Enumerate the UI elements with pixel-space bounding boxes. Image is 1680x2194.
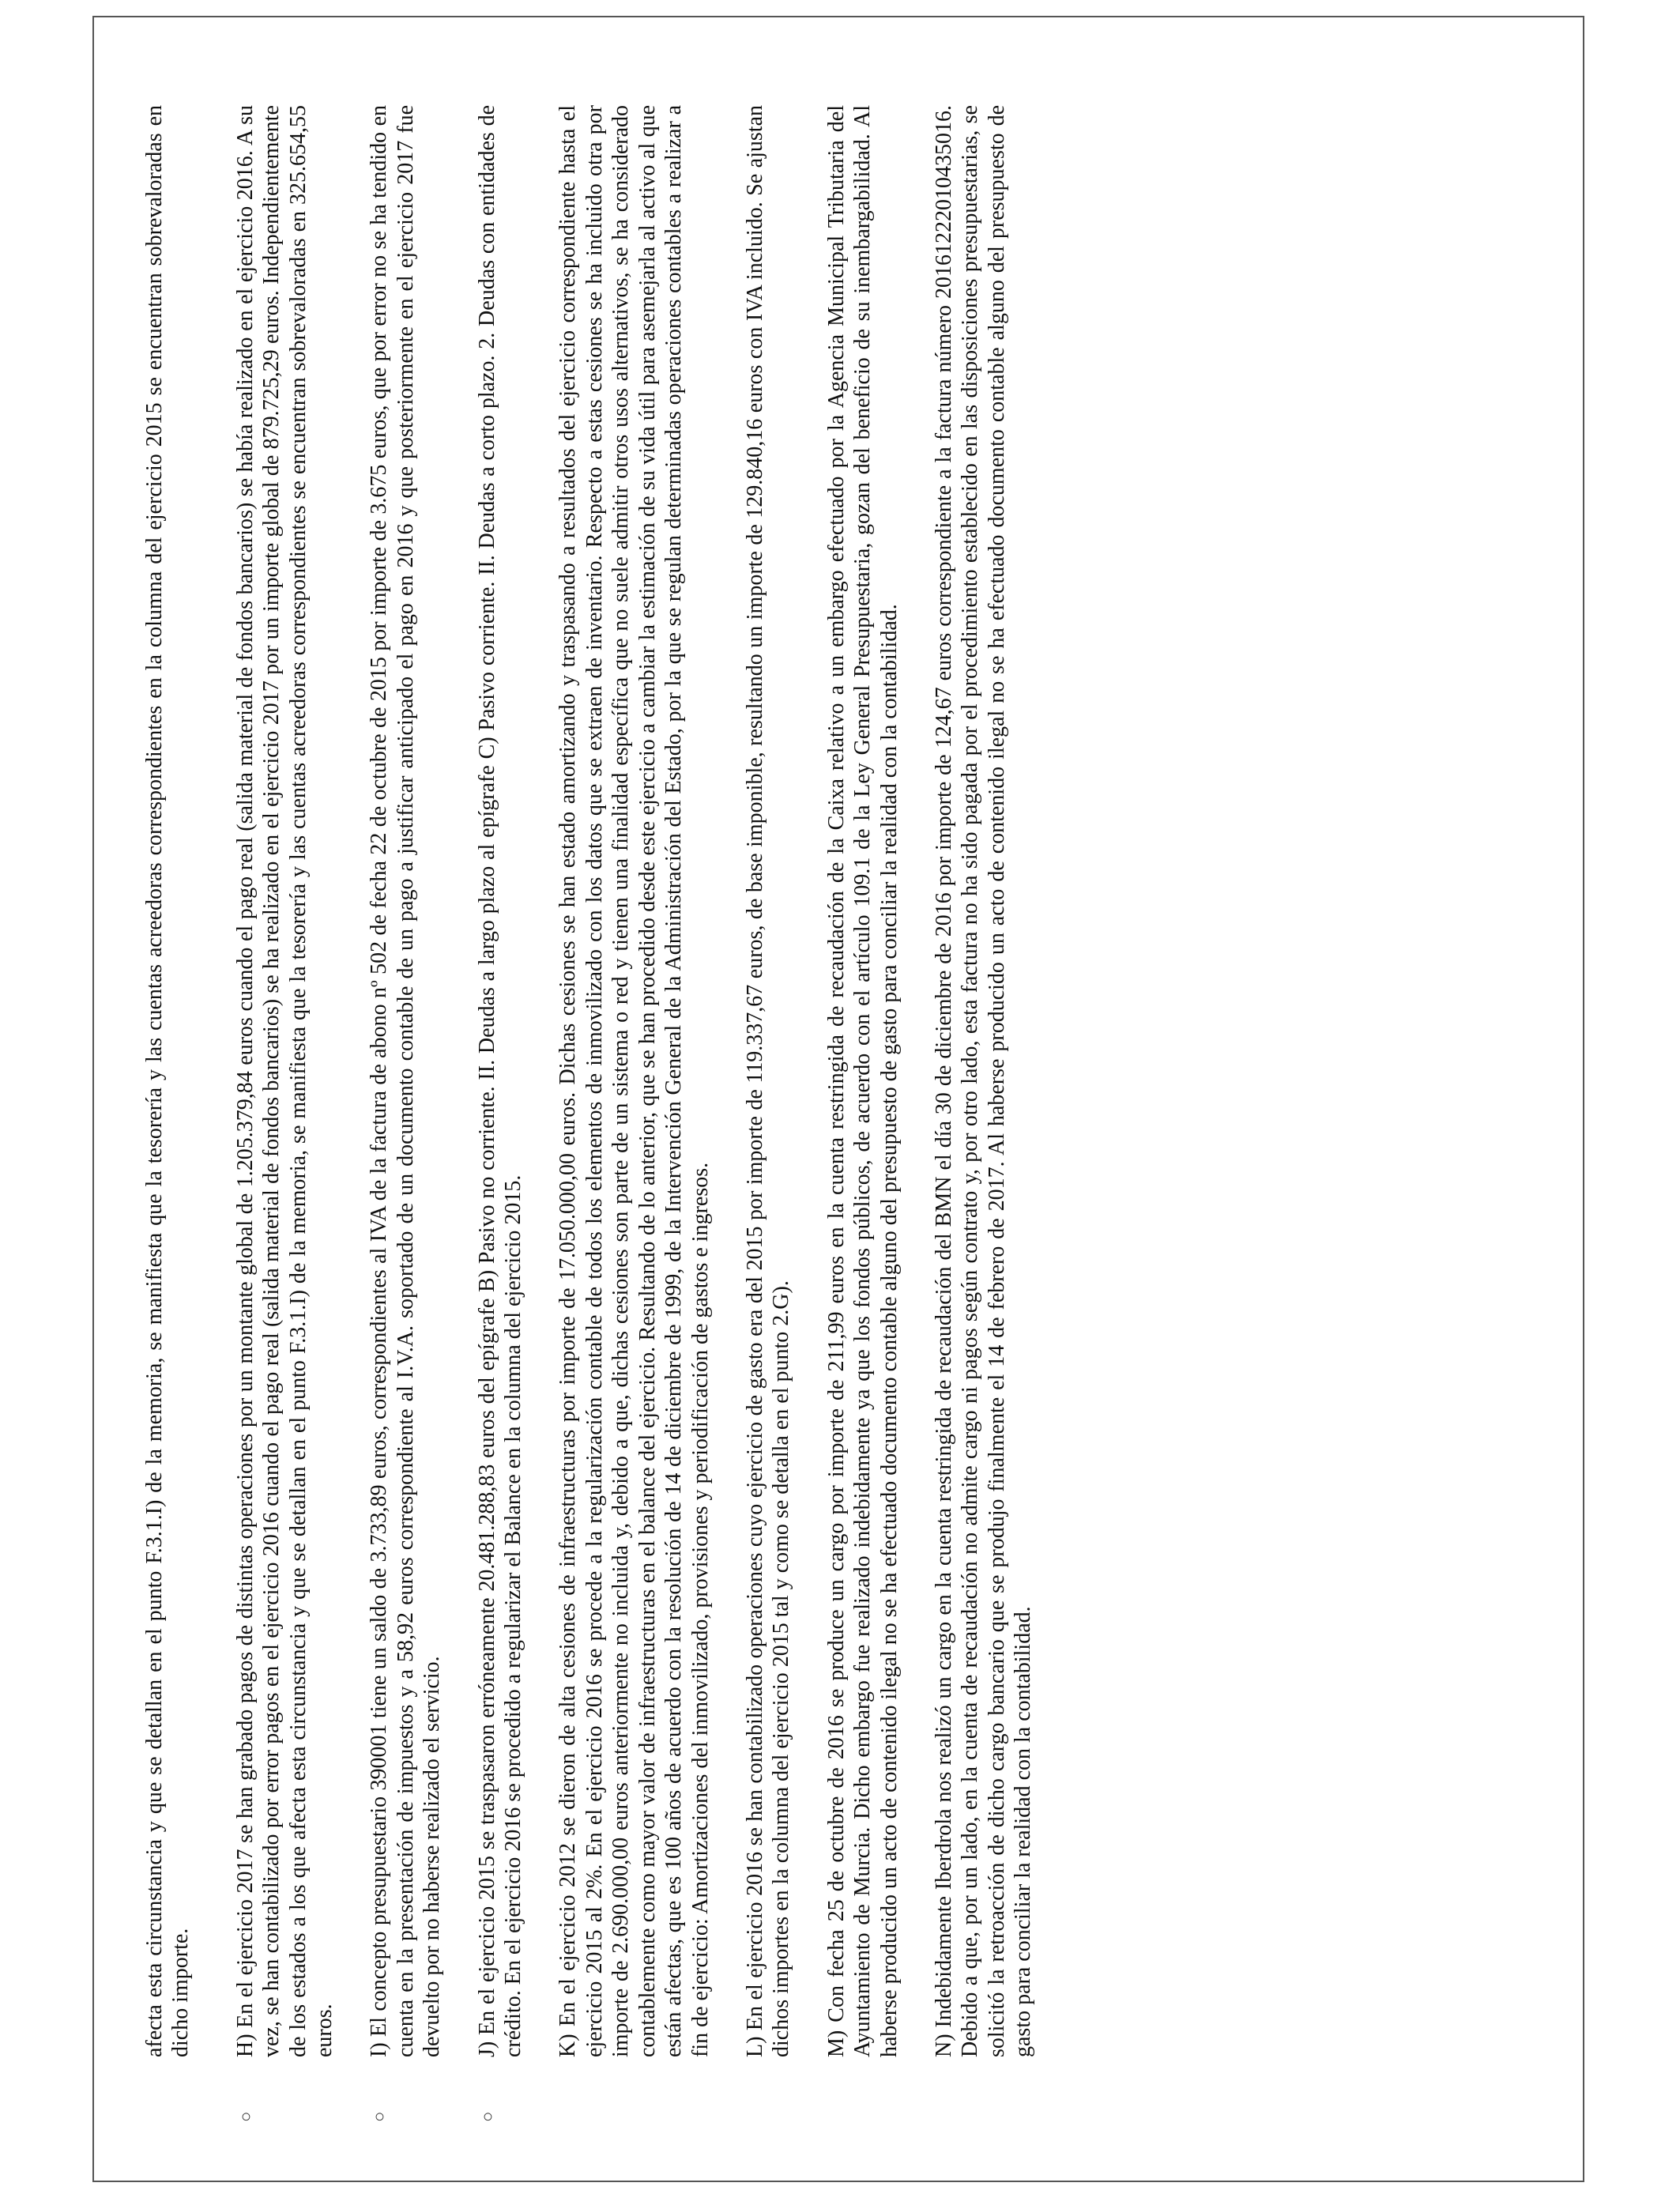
paragraph-text: H) En el ejercicio 2017 se han grabado pagos de distintas operaciones por un montante global de 1.205.379,84 euros cuando el pago real (salida material de fondos bancarios) se había realizado en el ejercicio 2016. A su vez, se han contabilizado por error pagos en el ejercicio 2016 cuando el pago real (salida material de fondos bancarios) se ha realizado en el ejercicio 2017 por un importe global de 879.725,29 euros. Independientemente de los estados a los que afecta esta circunstancia y que se detallan en el punto F.3.1.I) de la memoria, se manifiesta que la tesorería y las cuentas acreedoras correspondientes se encuentran sobrevaloradas en 325.654,55 euros. xyxy=(232,105,337,2057)
paragraph-k xyxy=(555,105,713,2057)
paragraph-text: M) Con fecha 25 de octubre de 2016 se produce un cargo por importe de 211,99 euros en la cuenta restringida de recaudación de la Caixa relativo a un embargo efectuado por la Agencia Municipal Tributaria del Ayuntamiento de Murcia. Dicho embargo fue realizado indebidamente ya que los fondos públicos, de acuerdo con el artículo 109.1 de la Ley General Presupuestaria, gozan del beneficio de su inembargabilidad. Al haberse producido un acto de contenido ilegal no se ha efectuado documento contable alguno del presupuesto de gasto para conciliar la realidad con la contabilidad. xyxy=(823,105,902,2057)
paragraph-continuation xyxy=(141,105,194,2057)
paragraph-text: afecta esta circunstancia y que se detallan en el punto F.3.1.I) de la memoria, se manifiesta que la tesorería y las cuentas acreedoras correspondientes en la columna del ejercicio 2015 se encuentran sobrevaloradas en dicho importe. xyxy=(142,105,194,2057)
paragraph-j xyxy=(474,105,527,2122)
bullet-circle-icon: ○ xyxy=(235,2111,255,2122)
rotated-page xyxy=(92,16,1584,2182)
bullet-circle-icon: ○ xyxy=(369,2111,390,2122)
document-body xyxy=(141,105,1065,2122)
paragraph-h xyxy=(232,105,338,2122)
paragraph-text: J) En el ejercicio 2015 se traspasaron erróneamente 20.481.288,83 euros del epígrafe B) Pasivo no corriente. II. Deudas a largo plazo al epígrafe C) Pasivo corriente. II. Deudas a corto plazo. 2. Deudas con entidades de crédito. En el ejercicio 2016 se procedido a regularizar el Balance en la columna del ejercicio 2015. xyxy=(474,105,526,2057)
bullet-circle-icon: ○ xyxy=(477,2111,497,2122)
paragraph-text: N) Indebidamente Iberdrola nos realizó un cargo en la cuenta restringida de recaudación del BMN el día 30 de diciembre de 2016 por importe de 124,67 euros correspondiente a la factura número 20161222010435016. Debido a que, por un lado, en la cuenta de recaudación no admite cargo ni pagos según contrato y, por otro lado, esta factura no ha sido pagada por el procedimiento establecido en las disposiciones presupuestarias, se solicitó la retroacción de dicho cargo bancario que se produjo finalmente el 14 de febrero de 2017. Al haberse producido un acto de contenido ilegal no se ha efectuado documento contable alguno del presupuesto de gasto para conciliar la realidad con la contabilidad. xyxy=(931,105,1036,2057)
paragraph-l xyxy=(742,105,795,2057)
paragraph-text: L) En el ejercicio 2016 se han contabilizado operaciones cuyo ejercicio de gasto era del 2015 por importe de 119.337,67 euros, de base imponible, resultando un importe de 129.840,16 euros con IVA incluido. Se ajustan dichos importes en la columna del ejercicio 2015 tal y como se detalla en el punto 2.G). xyxy=(742,105,794,2057)
paragraph-i xyxy=(366,105,445,2122)
paragraph-text: I) El concepto presupuestario 390001 tiene un saldo de 3.733,89 euros, correspondientes al IVA de la factura de abono nº 502 de fecha 22 de octubre de 2015 por importe de 3.675 euros, que por error no se ha tendido en cuenta en la presentación de impuestos y a 58,92 euros correspondiente al I.V.A. soportado de un documento contable de un pago a justificar anticipado el pago en 2016 y que posteriormente en el ejercicio 2017 fue devuelto por no haberse realizado el servicio. xyxy=(367,105,445,2057)
paragraph-text: K) En el ejercicio 2012 se dieron de alta cesiones de infraestructuras por importe de 17.050.000,00 euros. Dichas cesiones se han estado amortizando y traspasando a resultados del ejercicio correspondiente hasta el ejercicio 2015 al 2%. En el ejercicio 2016 se procede a la regularización contable de todos los elementos de inmovilizado con los datos que se extraen de inventario. Respecto a estas cesiones se ha incluido otra por importe de 2.690.000,00 euros anteriormente no incluida y, debido a que, dichas cesiones son parte de un sistema o red y tienen una finalidad específica que no suele admitir otros usos alternativos, se ha considerado contablemente como mayor valor de infraestructuras en el balance del ejercicio. Resultando de lo anterior, que se han procedido desde este ejercicio a cambiar la estimación de su vida útil para asemejarla al activo al que están afectas, que es 100 años de acuerdo con la resolución de 14 de diciembre de 1999, de la Intervención General de la Administración del Estado, por la que se regulan determinadas operaciones contables a realizar a fin de ejercicio: Amortizaciones del inmovilizado, provisiones y periodificación de gastos e ingresos. xyxy=(556,105,713,2057)
paragraph-m xyxy=(823,105,902,2057)
paragraph-n xyxy=(931,105,1037,2057)
